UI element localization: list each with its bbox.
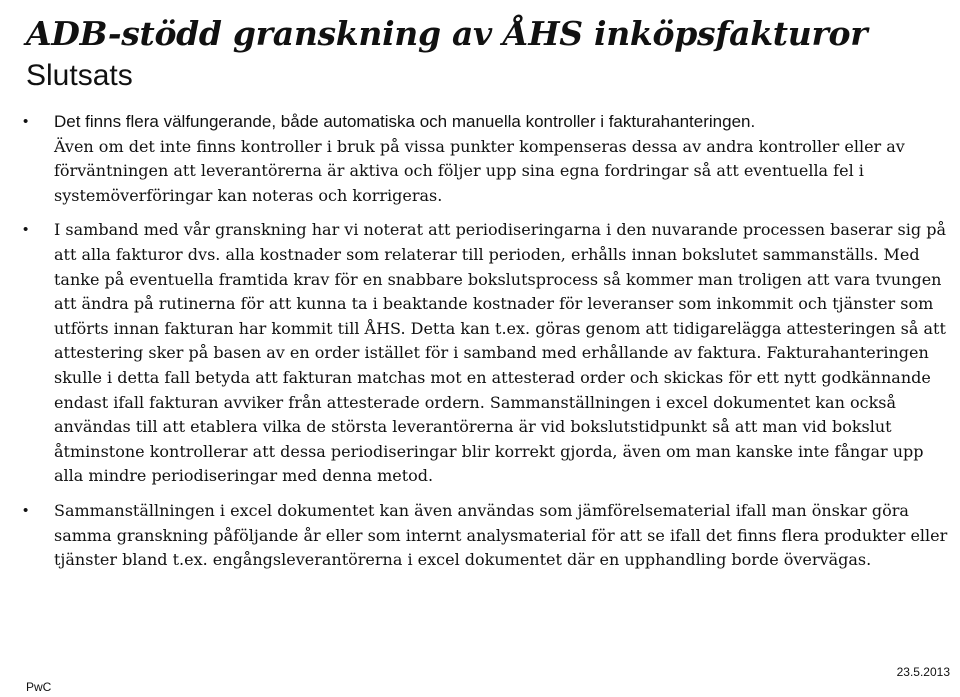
- bullet-item-3: [0, 499, 960, 573]
- slide-title: ADB-stödd granskning av ÅHS inköpsfakturor: [26, 14, 868, 53]
- footer-brand: PwC: [26, 680, 52, 694]
- bullet-item-2: [0, 218, 960, 489]
- bullet-paragraph: Sammanställningen i excel dokumentet kan även användas som jämförelsematerial ifall man önskar göra samma granskning påföljande år eller som internt analysmaterial för att se ifall det finns flera produkter eller tjänster bland t.ex. engångsleverantörerna i excel dokumentet där en upphandling borde övervägas.: [54, 500, 948, 570]
- bullet-paragraph: I samband med vår granskning har vi noterat att periodiseringarna i den nuvarande processen baserar sig på att alla fakturor dvs. alla kostnader som relaterar till perioden, erhålls innan bokslutet sammanställs. Med tanke på eventuella framtida krav för en snabbare bokslutsprocess så kommer man troligen att vara tvungen att ändra på rutinerna för att kunna ta i beaktande kostnader för leveranser som inkommit och tjänster som utförts innan fakturan har kommit till ÅHS. Detta kan t.ex. göras genom att tidigarelägga attesteringen så att attestering sker på basen av en order istället för i samband med erhållande av faktura. Fakturahanteringen skulle i detta fall betyda att fakturan matchas mot en attesterad order och skickas för ett nytt godkännande endast ifall fakturan avviker från attesterade ordern. Sammanställningen i excel dokumentet kan också användas till att etablera vilka de största leverantörerna är vid bokslutstidpunkt så att man vid bokslut åtminstone kontrollerar att dessa periodiseringar blir korrekt gjorda, även om man kanske inte fångar upp alla mindre periodiseringar med denna metod.: [54, 220, 946, 486]
- bullet-body-text: Även om det inte finns kontroller i bruk på vissa punkter kompenseras dessa av andra kontroller eller av förväntningen att leverantörerna är aktiva och följer upp sina egna fordringar så att eventuella fel i systemöverföringar kan noteras och korrigeras.: [54, 136, 905, 205]
- footer-date: 23.5.2013: [896, 665, 950, 679]
- bullet-icon: •: [23, 501, 29, 519]
- bullet-list: [0, 110, 960, 583]
- bullet-paragraph: [54, 110, 950, 208]
- bullet-icon: •: [23, 113, 29, 130]
- bullet-lead-text: Det finns flera välfungerande, både automatiska och manuella kontroller i fakturahanteringen.: [54, 112, 756, 131]
- bullet-item-1: [0, 110, 960, 208]
- bullet-icon: •: [23, 221, 29, 239]
- slide-subtitle: Slutsats: [26, 59, 133, 92]
